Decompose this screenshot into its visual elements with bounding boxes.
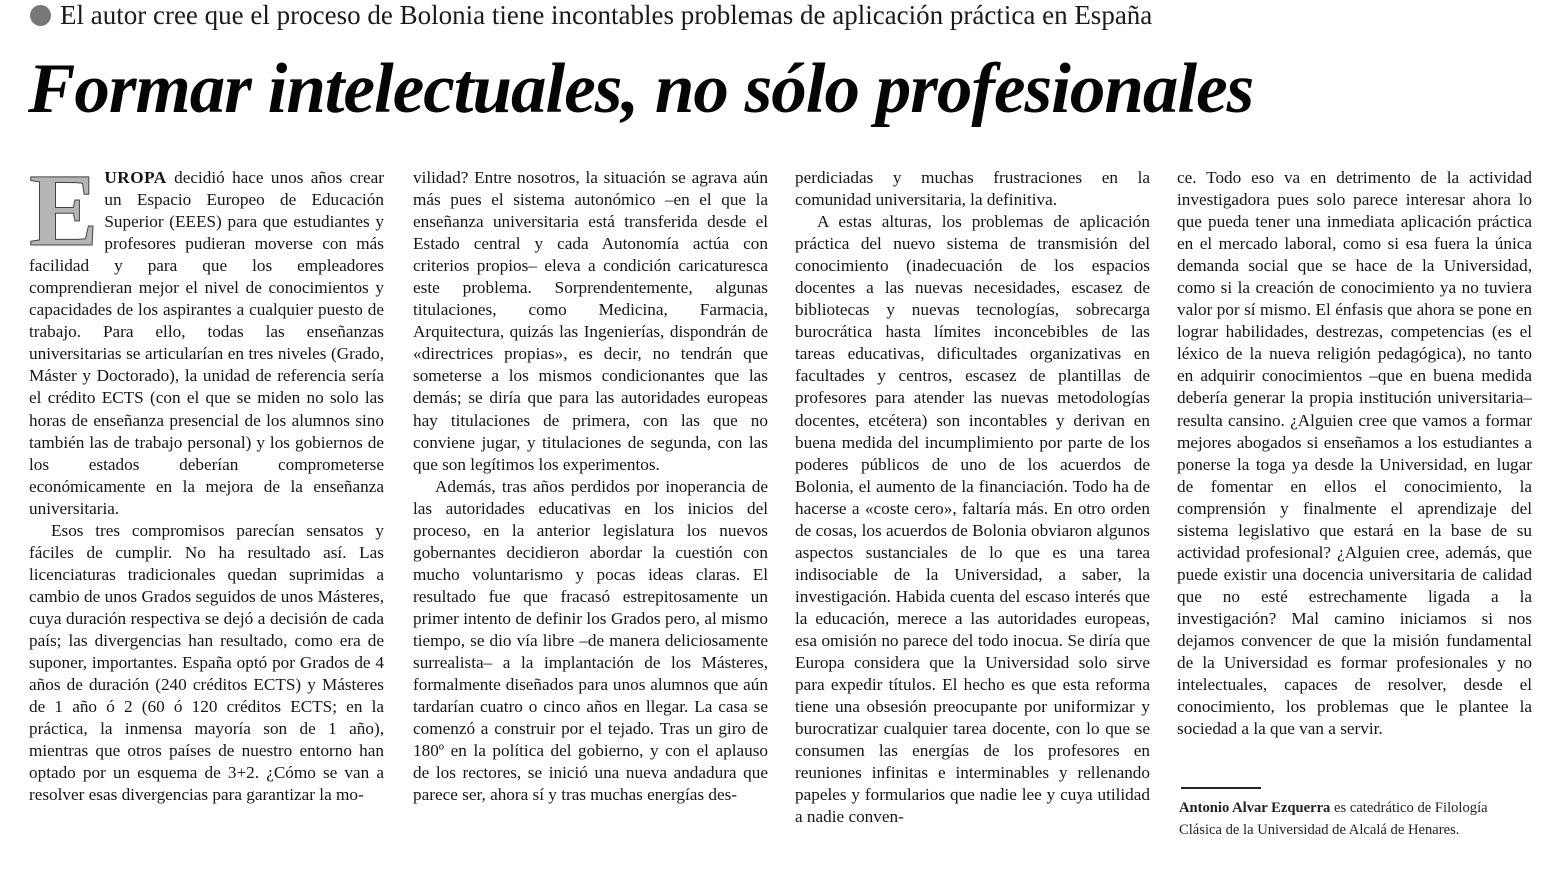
bullet-icon [30,5,51,26]
author-bio: es catedrático de Filología Clásica de la Universidad de Alcalá de Henares. [1179,800,1488,838]
paragraph-text: decidió hace unos años crear un Espacio Europeo de Educación Superior (EEES) para que estudiantes y profesores pudieran moverse con más facilidad y para que los empleadores comprendieran mejor el nivel de conocimientos y capacidades de los aspirantes a cualquier puesto de trabajo. Para ello, todas las enseñanzas universitarias se articularían en tres niveles (Grado, Máster y Doctorado), la unidad de referencia sería el crédito ECTS (con el que se miden no solo las horas de enseñanza presencial de los alumnos sino también las de trabajo personal) y los gobiernos de los estados deberían comprometerse económicamente en la mejora de la enseñanza universitaria. [29,168,384,518]
article-column-2 [413,167,768,806]
kicker-text: El autor cree que el proceso de Bolonia tiene incontables problemas de aplicación práctica en España [60,0,1153,30]
article-paragraph: Además, tras años perdidos por inoperancia de las autoridades educativas en los inicios del proceso, en la anterior legislatura los nuevos gobernantes decidieron abordar la cuestión con mucho voluntarismo y pocas ideas claras. El resultado fue que fracasó estrepitosamente un primer intento de definir los Grados pero, al mismo tiempo, se dio vía libre –de manera deliciosamente surrealista– a la implantación de los Másteres, formalmente diseñados para unos alumnos que aún tardarían cuatro o cinco años en llegar. La casa se comenzó a construir por el tejado. Tras un giro de 180º en la política del gobierno, y con el aplauso de los rectores, se inició una nueva andadura que parece ser, ahora sí y tras muchas energías des- [413,476,768,805]
author-note [1179,797,1534,841]
article-column-3 [795,167,1150,828]
lead-in: UROPA [104,168,167,187]
article-paragraph: vilidad? Entre nosotros, la situación se agrava aún más pues el sistema autonómico –en el que la enseñanza universitaria está transferida desde el Estado central y cada Autonomía actúa con criterios propios– eleva a condición caricaturesca este problema. Sorprendentemente, algunas titulaciones, como Medicina, Farmacia, Arquitectura, quizás las Ingenierías, dispondrán de «directrices propias», es decir, no tendrán que someterse a los mismos condicionantes que las demás; se diría que para las autoridades europeas hay titulaciones de primera, con las que no conviene jugar, y titulaciones de segunda, con las que son legítimos los experimentos. [413,168,768,474]
article-paragraph: A estas alturas, los problemas de aplicación práctica del nuevo sistema de transmisión del conocimiento (inadecuación de los espacios docentes a las nuevas necesidades, escasez de bibliotecas y nuevas tecnologías, sobrecarga burocrática hasta límites inconcebibles de las tareas educativas, dificultades organizativas en facultades y centros, escasez de plantillas de profesores para atender las nuevas metodologías docentes, etcétera) son incontables y derivan en buena medida del incumplimiento por parte de los poderes públicos de uno de los acuerdos de Bolonia, el aumento de la financiación. Todo ha de hacerse a «coste cero», faltaría más. En otro orden de cosas, los acuerdos de Bolonia obviaron algunos aspectos sustanciales de lo que es una tarea indisociable de la Universidad, a saber, la investigación. Habida cuenta del escaso interés que la educación, merece a las autoridades europeas, esa omisión no parece del todo inocua. Se diría que Europa considera que la Universidad solo sirve para expedir títulos. El hecho es que esta reforma tiene una obsesión preocupante por uniformizar y burocratizar cualquier tarea docente, con lo que se consumen las energías de los profesores en reuniones infinitas e interminables y rellenando papeles y formularios que nadie lee y cuya utilidad a nadie conven- [795,212,1150,827]
signature-divider [1181,787,1261,789]
article-paragraph: Esos tres compromisos parecían sensatos y fáciles de cumplir. No ha resultado así. Las licenciaturas tradicionales quedan suprimidas a cambio de unos Grados seguidos de unos Másteres, cuya duración respectiva se dejó a decisión de cada país; las divergencias han resultado, como era de suponer, importantes. España optó por Grados de 4 años de duración (240 créditos ECTS) y Másteres de 1 año ó 2 (60 ó 120 créditos ECTS; en la práctica, la inmensa mayoría son de 1 año), mientras que otros países de nuestro entorno han optado por un esquema de 3+2. ¿Cómo se van a resolver esas divergencias para garantizar la mo- [29,520,384,805]
headline: Formar intelectuales, no sólo profesionales [28,50,1254,128]
article-paragraph: ce. Todo eso va en detrimento de la actividad investigadora pues solo parece interesar ahora lo que pueda tener una inmediata aplicación práctica en el mercado laboral, como si esa fuera la única demanda social que se hace de la Universidad, como si la creación de conocimiento ya no tuviera valor por sí mismo. El énfasis que ahora se pone en lograr habilidades, destrezas, competencias (es el léxico de la nueva religión pedagógica), no tanto en adquirir conocimientos –que en buena medida debería generar la propia institución universitaria– resulta cansino. ¿Alguien cree que vamos a formar mejores abogados si enseñamos a los estudiantes a ponerse la toga ya desde la Universidad, en lugar de fomentar en ellos el conocimiento, la comprensión y finalmente el aprendizaje del sistema legislativo que estará en la base de su actividad profesional? ¿Alguien cree, además, que puede existir una docencia universitaria de calidad que no esté estrechamente ligada a la investigación? Mal camino iniciamos si nos dejamos convencer de que la misión fundamental de la Universidad es formar profesionales y no intelectuales, capaces de resolver, desde el conocimiento, los problemas que le plantee la sociedad a la que van a servir. [1177,168,1532,739]
article-paragraph: perdiciadas y muchas frustraciones en la comunidad universitaria, la definitiva. [795,168,1150,210]
author-name: Antonio Alvar Ezquerra [1179,800,1331,816]
article-column-1 [29,153,384,806]
kicker [30,0,1152,30]
article-paragraph [29,153,384,520]
drop-cap: E [29,153,99,268]
article-column-4 [1177,167,1532,740]
